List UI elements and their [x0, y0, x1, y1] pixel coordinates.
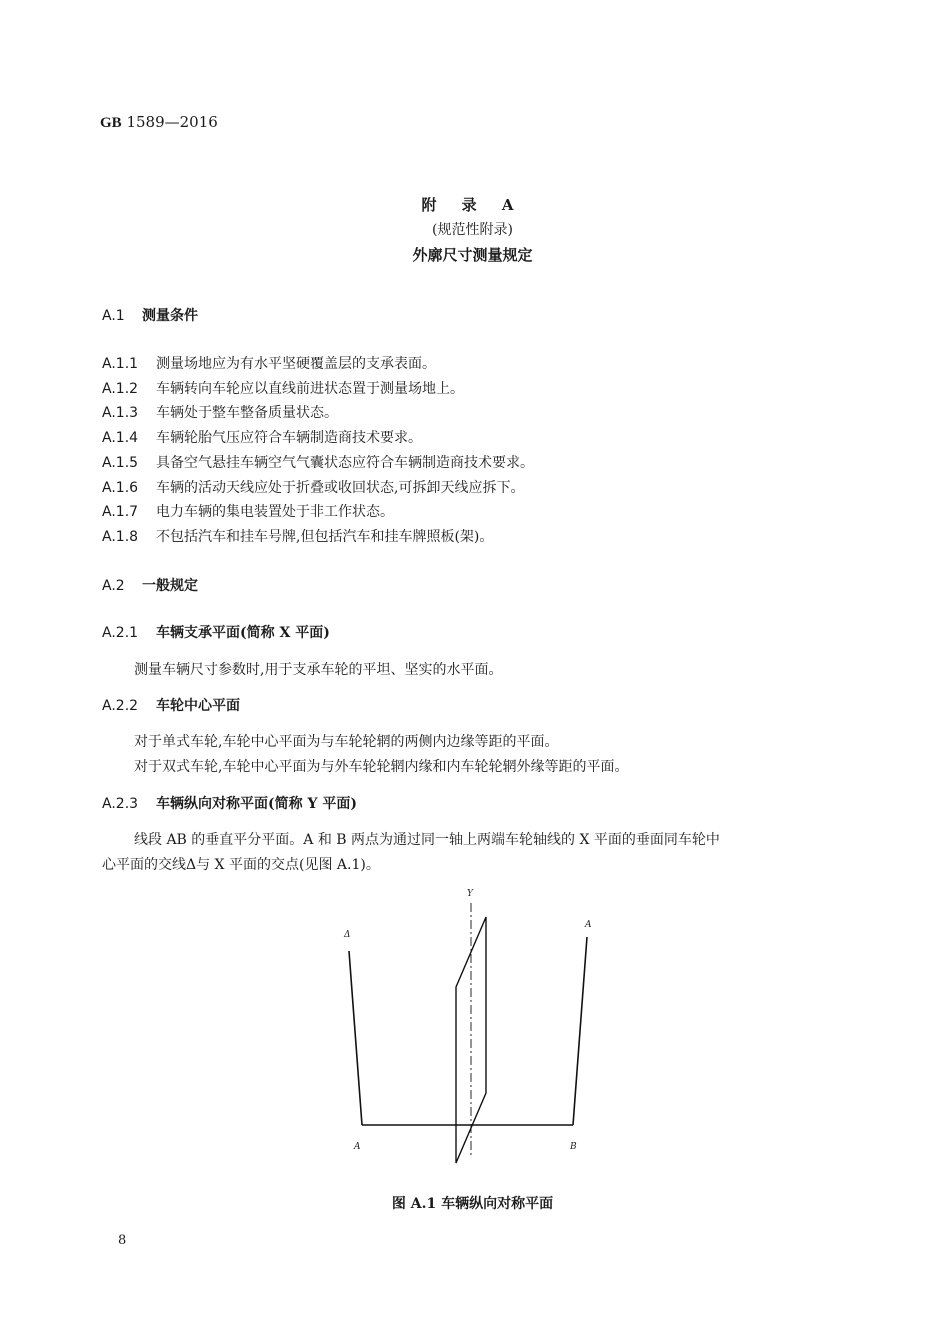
label-b: B	[570, 1142, 577, 1152]
item-number: A.1.6	[102, 480, 139, 496]
label-a-top: A	[585, 920, 592, 930]
item-number: A.1.4	[102, 430, 139, 446]
item-number: A.1.3	[102, 405, 139, 421]
standard-header: GB 1589—2016	[100, 113, 218, 131]
item-text: 车辆轮胎气压应符合车辆制造商技术要求。	[156, 430, 422, 446]
list-item	[102, 353, 436, 373]
item-text: 具备空气悬挂车辆空气气囊状态应符合车辆制造商技术要求。	[156, 455, 534, 471]
subsection-number: A.2.3	[102, 796, 139, 812]
list-item	[102, 501, 394, 521]
right-wheel-plane-line	[573, 937, 587, 1125]
item-text: 车辆转向车轮应以直线前进状态置于测量场地上。	[156, 381, 464, 397]
label-a-bottom: A	[354, 1142, 361, 1152]
annex-subject: 外廓尺寸测量规定	[412, 246, 533, 264]
figure-caption: 图 A.1 车辆纵向对称平面	[391, 1196, 554, 1212]
subsection-a21-heading	[102, 622, 330, 642]
paragraph: 对于双式车轮,车轮中心平面为与外车轮轮辋内缘和内车轮轮辋外缘等距的平面。	[134, 759, 629, 775]
list-item	[102, 402, 338, 422]
figure-a1-diagram	[330, 880, 620, 1180]
left-wheel-plane-line	[349, 951, 362, 1125]
subsection-a22-heading	[102, 695, 240, 715]
section-number: A.2	[102, 578, 125, 594]
section-title: 一般规定	[142, 578, 198, 594]
paragraph: 测量车辆尺寸参数时,用于支承车轮的平坦、坚实的水平面。	[134, 662, 503, 678]
item-number: A.1.7	[102, 504, 139, 520]
item-number: A.1.2	[102, 381, 139, 397]
section-a1-heading	[102, 305, 198, 325]
paragraph-line: 心平面的交线Δ与 X 平面的交点(见图 A.1)。	[102, 857, 380, 873]
subsection-title: 车辆支承平面(简称 X 平面)	[156, 625, 330, 641]
item-number: A.1.1	[102, 356, 139, 372]
subsection-title: 车轮中心平面	[156, 698, 240, 714]
list-item	[102, 452, 534, 472]
list-item	[102, 477, 524, 497]
item-number: A.1.5	[102, 455, 139, 471]
section-title: 测量条件	[142, 308, 198, 324]
item-text: 车辆处于整车整备质量状态。	[156, 405, 338, 421]
standard-number: 1589—2016	[126, 113, 218, 131]
subsection-a23-heading	[102, 793, 357, 813]
item-text: 不包括汽车和挂车号牌,但包括汽车和挂车牌照板(架)。	[156, 529, 494, 545]
list-item	[102, 526, 493, 546]
section-a2-heading	[102, 575, 198, 595]
item-text: 电力车辆的集电装置处于非工作状态。	[156, 504, 394, 520]
item-text: 测量场地应为有水平坚硬覆盖层的支承表面。	[156, 356, 436, 372]
annex-type: (规范性附录)	[432, 222, 513, 238]
label-delta: Δ	[344, 930, 351, 940]
subsection-title: 车辆纵向对称平面(简称 Y 平面)	[156, 796, 357, 812]
subsection-number: A.2.2	[102, 698, 139, 714]
annex-title: 附 录 A	[421, 196, 524, 214]
item-text: 车辆的活动天线应处于折叠或收回状态,可拆卸天线应拆下。	[156, 480, 525, 496]
item-number: A.1.8	[102, 529, 139, 545]
subsection-number: A.2.1	[102, 625, 139, 641]
paragraph-line: 线段 AB 的垂直平分平面。A 和 B 两点为通过同一轴上两端车轮轴线的 X 平面的垂面同车轮中	[134, 832, 720, 848]
page-number: 8	[118, 1233, 127, 1248]
label-y: Y	[467, 889, 473, 899]
section-number: A.1	[102, 308, 125, 324]
paragraph: 对于单式车轮,车轮中心平面为与车轮轮辋的两侧内边缘等距的平面。	[134, 734, 559, 750]
list-item	[102, 378, 464, 398]
list-item	[102, 427, 422, 447]
